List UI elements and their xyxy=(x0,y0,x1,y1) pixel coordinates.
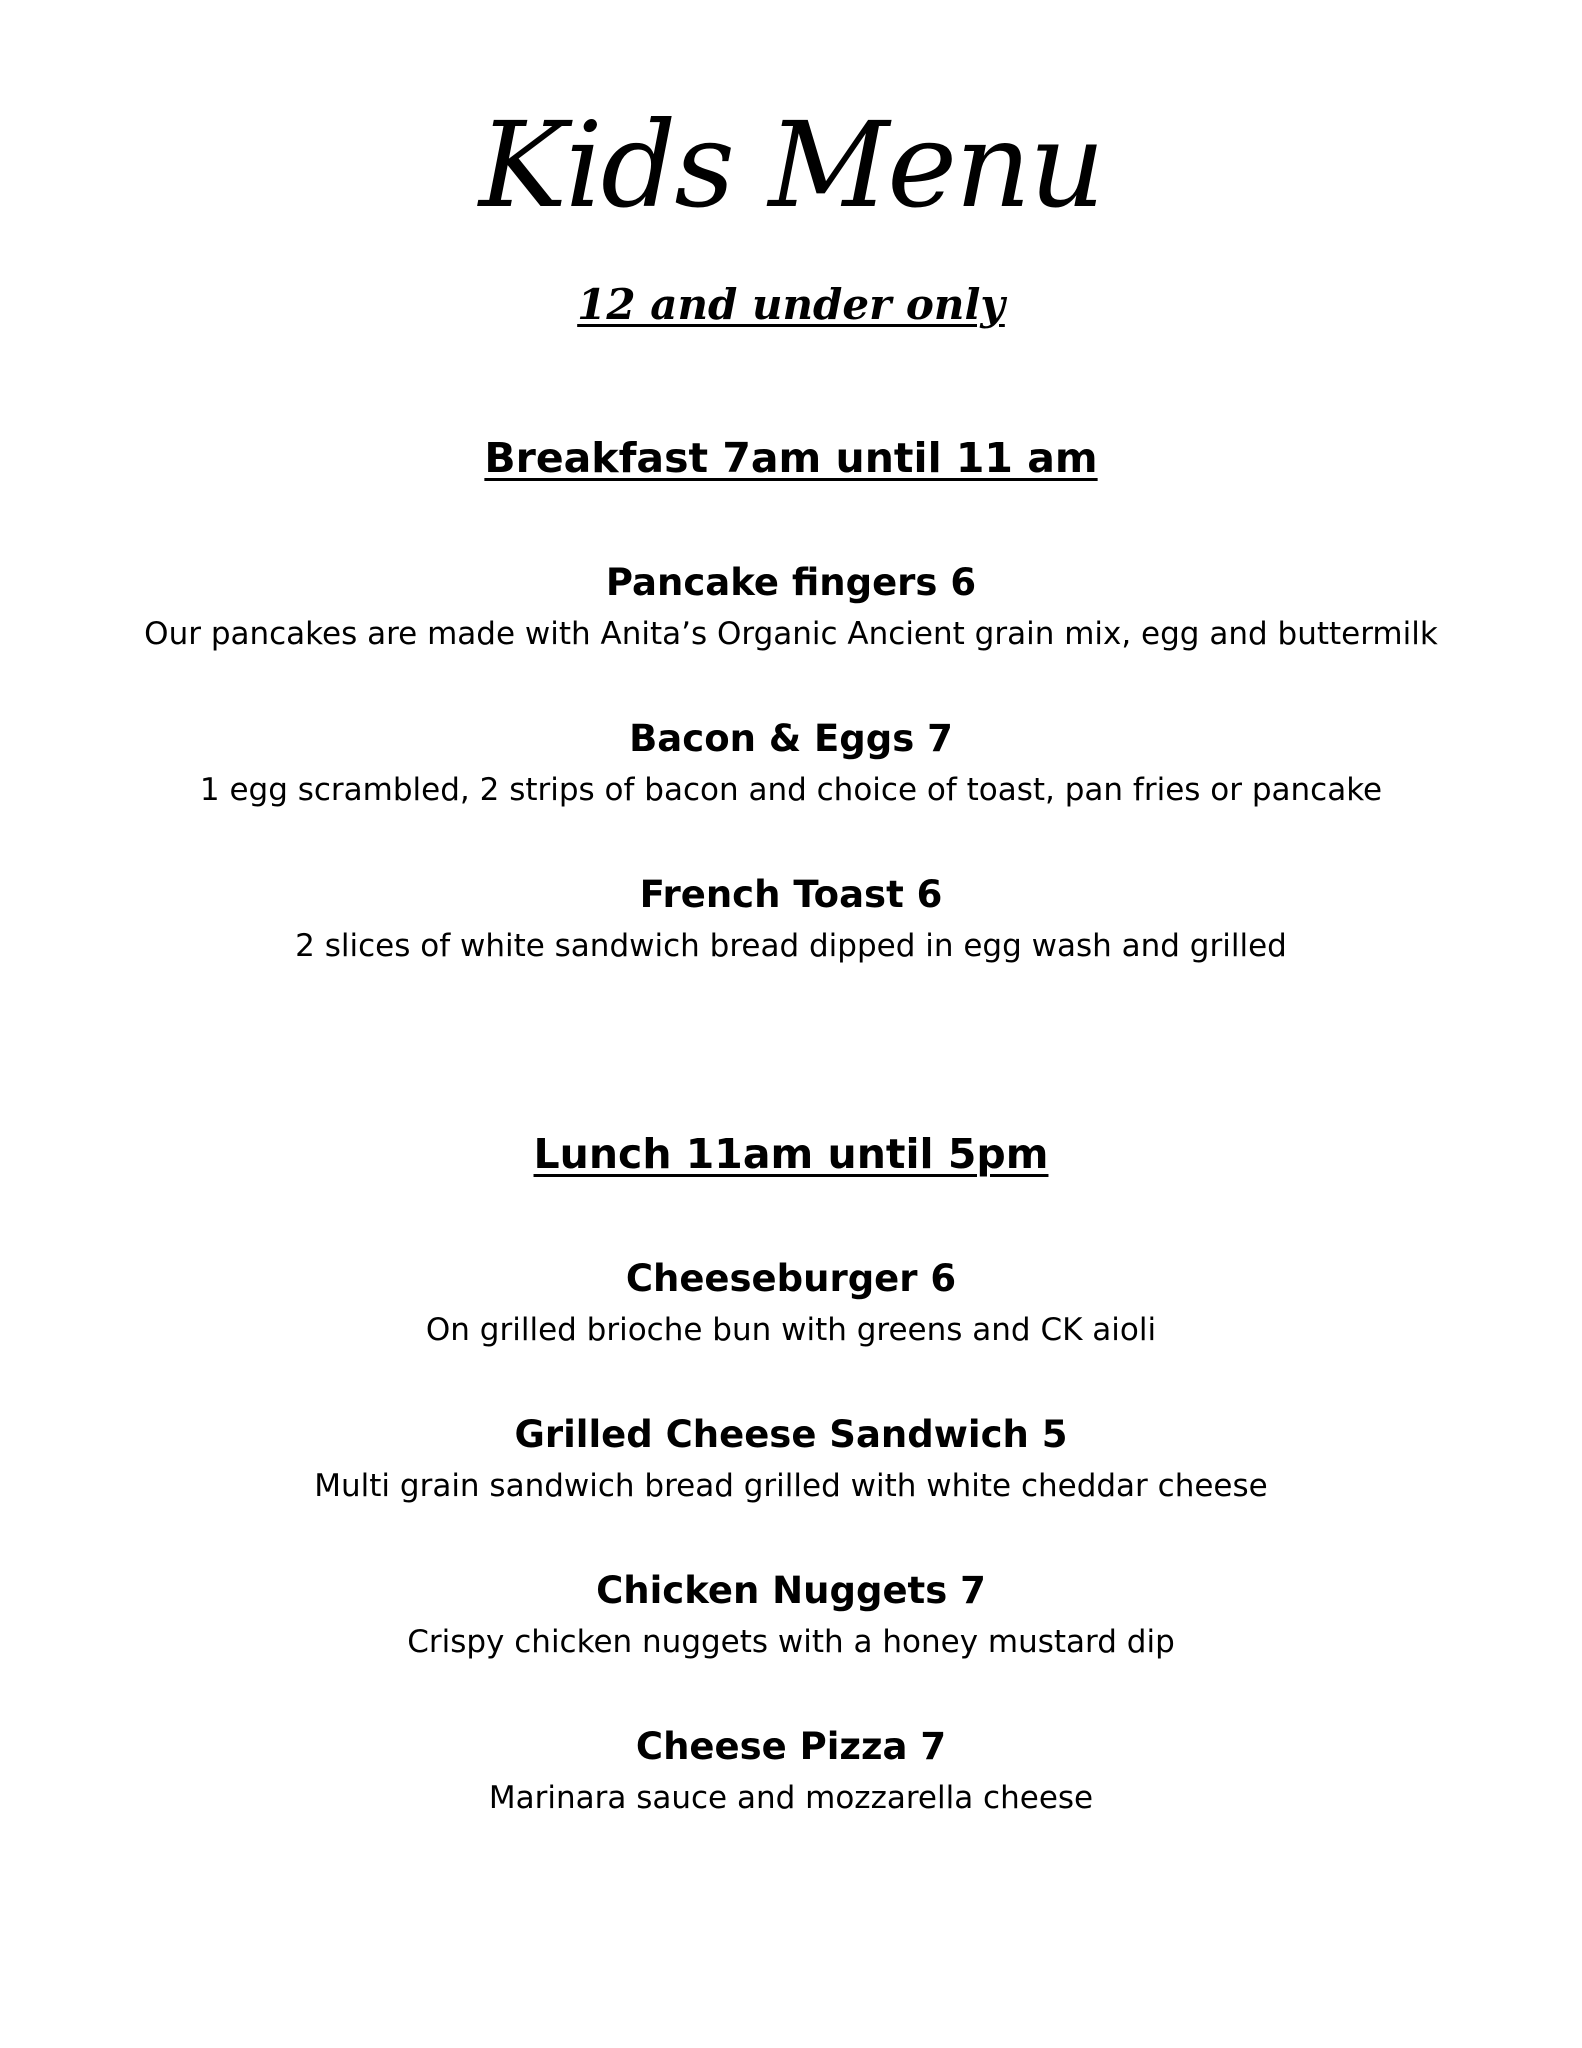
menu-item-name: Grilled Cheese Sandwich 5 xyxy=(514,1413,1068,1456)
menu-item-name: Cheeseburger 6 xyxy=(625,1257,957,1300)
menu-item xyxy=(0,1724,1582,1818)
menu-item-description: 2 slices of white sandwich bread dipped in egg wash and grilled xyxy=(295,928,1287,964)
menu-item-description: 1 egg scrambled, 2 strips of bacon and choice of toast, pan fries or pancake xyxy=(199,772,1383,808)
menu-item-description: Crispy chicken nuggets with a honey mustard dip xyxy=(407,1624,1175,1660)
menu-item xyxy=(0,1256,1582,1350)
menu-item xyxy=(0,716,1582,810)
menu-item-description: Marinara sauce and mozzarella cheese xyxy=(488,1780,1094,1816)
menu-item-description: On grilled brioche bun with greens and CK aioli xyxy=(425,1312,1157,1348)
menu-item-description: Multi grain sandwich bread grilled with white cheddar cheese xyxy=(314,1468,1268,1504)
menu-item xyxy=(0,1568,1582,1662)
menu-title: Kids Menu xyxy=(478,96,1104,234)
menu-item xyxy=(0,1412,1582,1506)
breakfast-heading xyxy=(0,432,1582,484)
age-restriction-subtitle xyxy=(0,278,1582,332)
menu-item-name: French Toast 6 xyxy=(639,873,943,916)
menu-item-name: Chicken Nuggets 7 xyxy=(596,1569,986,1612)
menu-item xyxy=(0,872,1582,966)
lunch-heading xyxy=(0,1128,1582,1180)
menu-item-description: Our pancakes are made with Anita’s Organic Ancient grain mix, egg and buttermilk xyxy=(144,616,1438,652)
menu-item xyxy=(0,560,1582,654)
menu-item-name: Pancake fingers 6 xyxy=(605,561,977,604)
lunch-heading-text: Lunch 11am until 5pm xyxy=(533,1130,1049,1178)
menu-item-name: Cheese Pizza 7 xyxy=(635,1725,947,1768)
age-restriction-text: 12 and under only xyxy=(577,280,1005,329)
breakfast-heading-text: Breakfast 7am until 11 am xyxy=(484,434,1098,482)
menu-item-name: Bacon & Eggs 7 xyxy=(629,717,953,760)
